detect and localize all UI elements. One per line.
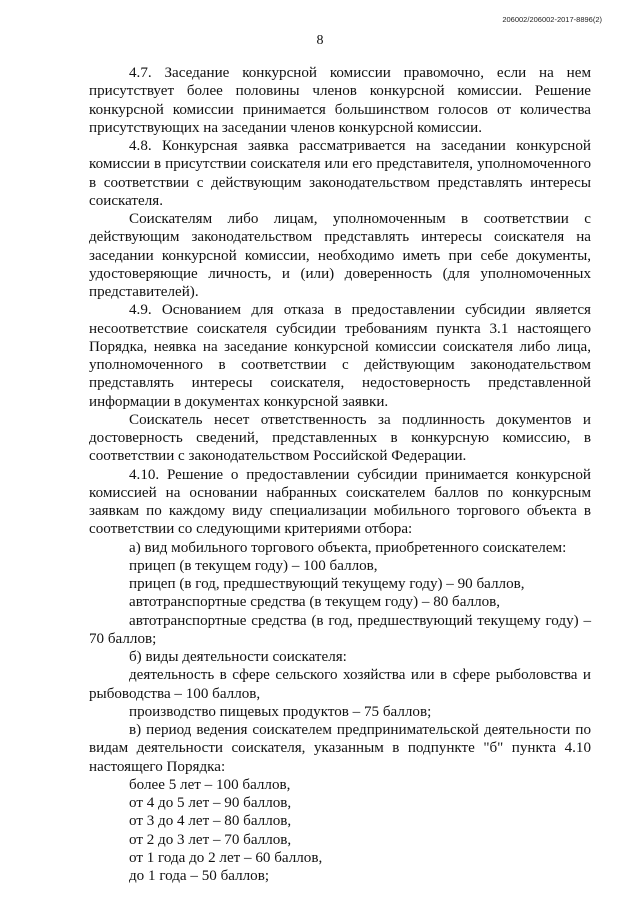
list-item: от 3 до 4 лет – 80 баллов,: [129, 813, 292, 830]
paragraph-responsibility: Соискатель несет ответственность за подлинность документов и достоверность сведений, представленных в конкурсную комиссию, в соответствии с законодательством Российской Федерации.: [89, 411, 591, 465]
paragraph-4-9: 4.9. Основанием для отказа в предоставлении субсидии является несоответствие соискателя субсидии требованиям пункта 3.1 настоящего Порядка, неявка на заседание конкурсной комиссии соискателя либо лица, уполномоченного в соответствии с действующим законодательством представлять интересы соискателя, недостоверность представленной информации в документах конкурсной заявки.: [89, 302, 591, 410]
paragraph-applicants-documents: Соискателям либо лицам, уполномоченным в соответствии с действующим законодательством представлять интересы соискателя на заседании конкурсной комиссии, необходимо иметь при себе документы, удостоверяющие личность, и (или) доверенность (для уполномоченных представителей).: [89, 211, 591, 300]
list-item: от 4 до 5 лет – 90 баллов,: [129, 795, 292, 811]
list-item: от 1 года до 2 лет – 60 баллов,: [129, 849, 323, 866]
list-item: более 5 лет – 100 баллов,: [129, 776, 291, 793]
list-item: прицеп (в год, предшествующий текущему году) – 90 баллов,: [129, 576, 525, 592]
list-item: деятельность в сфере сельского хозяйства или в сфере рыболовства и рыбоводства – 100 баллов,: [89, 667, 591, 702]
list-item: до 1 года – 50 баллов;: [129, 868, 270, 884]
paragraph-4-8: 4.8. Конкурсная заявка рассматривается на заседании конкурсной комиссии в присутствии соискателя или его представителя, уполномоченного в соответствии с действующим законодательством представлять интересы соискателя.: [89, 138, 591, 209]
paragraph-4-10: 4.10. Решение о предоставлении субсидии принимается конкурсной комиссией на основании набранных соискателем баллов по конкурсным заявкам по каждому виду специализации мобильного торгового объекта в соответствии со следующими критериями отбора:: [89, 466, 591, 538]
list-item: прицеп (в текущем году) – 100 баллов,: [129, 557, 378, 574]
paragraph-4-7: 4.7. Заседание конкурсной комиссии правомочно, если на нем присутствует более половины членов конкурсной комиссии. Решение конкурсной комиссии принимается большинством голосов от количества присутствующих на заседании членов конкурсной комиссии.: [89, 65, 591, 136]
document-id: 206002/206002-2017-8896(2): [502, 15, 602, 24]
criterion-c-heading: в) период ведения соискателем предпринимательской деятельности по видам деятельности соискателя, указанным в подпункте "б" пункта 4.10 настоящего Порядка:: [89, 722, 591, 775]
page-number: 8: [316, 33, 324, 48]
criterion-b-heading: б) виды деятельности соискателя:: [129, 649, 347, 665]
list-item: автотранспортные средства (в год, предшествующий текущему году) – 70 баллов;: [89, 612, 591, 647]
document-body: [89, 64, 591, 885]
list-item: автотранспортные средства (в текущем году) – 80 баллов,: [129, 594, 501, 611]
list-item: производство пищевых продуктов – 75 баллов;: [129, 703, 432, 720]
criterion-a-heading: а) вид мобильного торгового объекта, приобретенного соискателем:: [129, 539, 567, 556]
list-item: от 2 до 3 лет – 70 баллов,: [129, 831, 292, 848]
